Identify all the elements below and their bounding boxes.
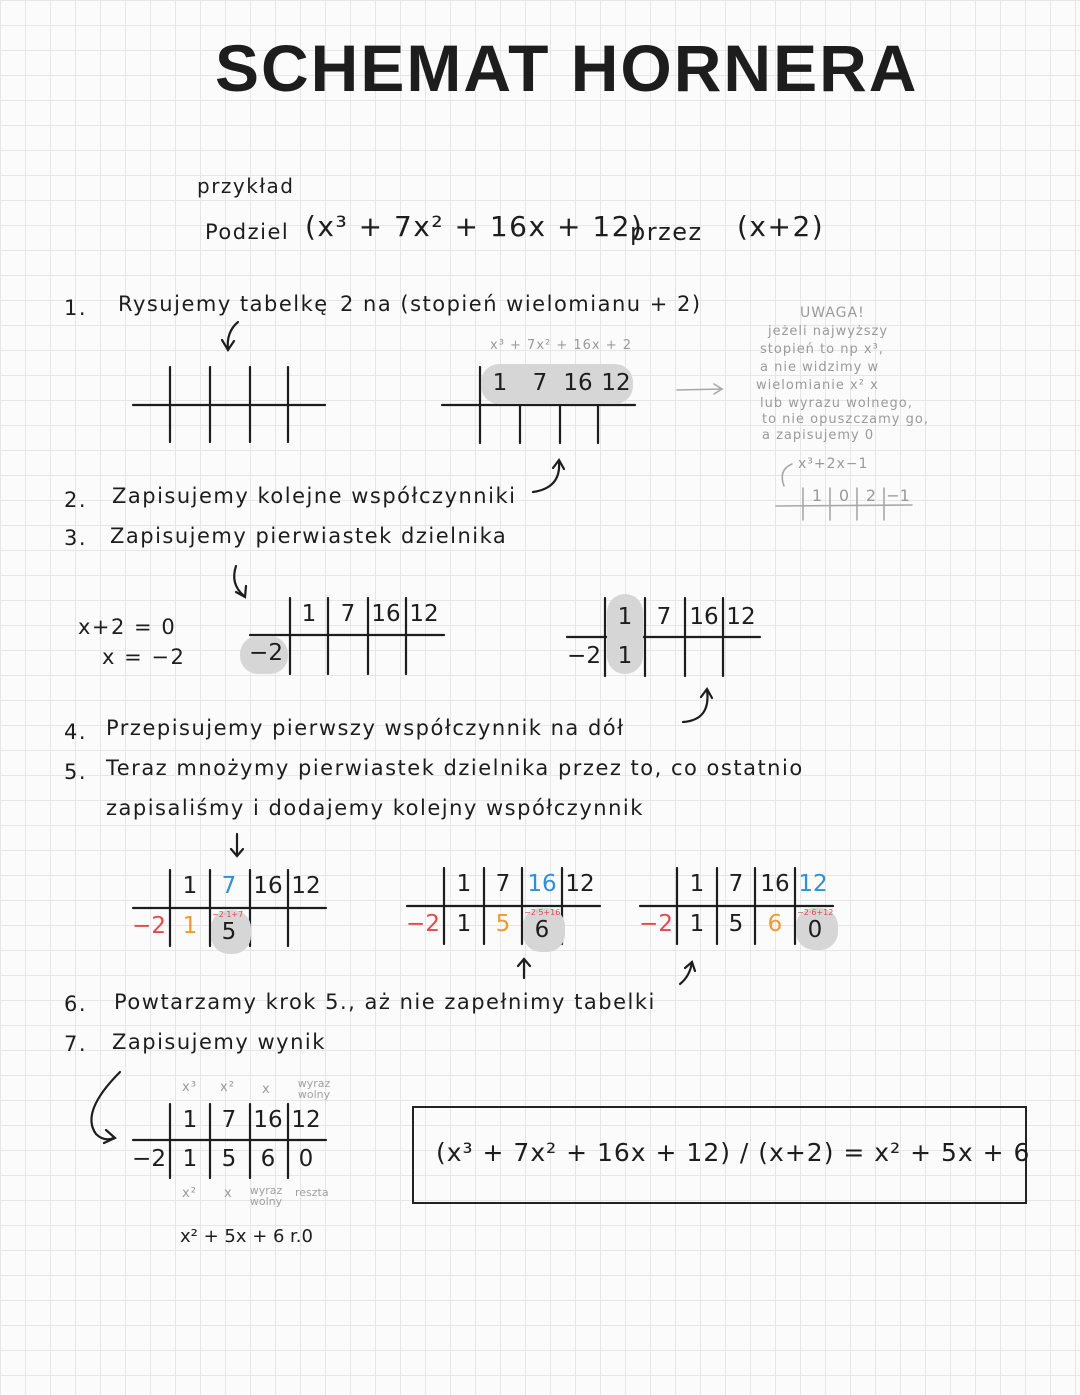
example-prefix: Podziel bbox=[205, 220, 290, 244]
root-cell: −2 bbox=[406, 911, 440, 937]
result-cell: 1 bbox=[182, 1146, 198, 1172]
note-line: to nie opuszczamy go, bbox=[762, 412, 929, 427]
power-label: wyraz wolny bbox=[249, 1184, 283, 1208]
coef-cell: 7 bbox=[532, 370, 548, 396]
power-label: x bbox=[262, 1082, 271, 1097]
power-label: x³ bbox=[182, 1080, 197, 1095]
step-4-number: 4. bbox=[64, 720, 88, 744]
example-przez: przez bbox=[630, 218, 703, 246]
coef-cell: 12 bbox=[601, 370, 631, 396]
power-label: reszta bbox=[295, 1186, 329, 1199]
power-label: x² bbox=[220, 1080, 235, 1095]
result-cell: 6 bbox=[534, 917, 550, 943]
root-cell: −2 bbox=[249, 640, 283, 666]
note-coef: 0 bbox=[838, 486, 850, 505]
step-2-number: 2. bbox=[64, 488, 88, 512]
root-cell: −2 bbox=[132, 1146, 166, 1172]
coef-cell: 16 bbox=[527, 871, 557, 897]
root-equation: x+2 = 0 bbox=[78, 615, 177, 639]
example-divisor: (x+2) bbox=[737, 210, 825, 243]
result-cell: 1 bbox=[182, 913, 198, 939]
result-cell: 6 bbox=[260, 1146, 276, 1172]
note-coef: 2 bbox=[865, 486, 877, 505]
step-5-number: 5. bbox=[64, 760, 88, 784]
coef-cell: 1 bbox=[456, 871, 472, 897]
note-coef: 1 bbox=[811, 486, 823, 505]
result-cell: 0 bbox=[298, 1146, 314, 1172]
coef-cell: 12 bbox=[565, 871, 595, 897]
note-title: UWAGA! bbox=[800, 305, 865, 321]
result-cell: 5 bbox=[221, 919, 237, 945]
coef-cell: 12 bbox=[291, 873, 321, 899]
step-4-text: Przepisujemy pierwszy współczynnik na dół bbox=[106, 716, 625, 740]
final-remainder: r.0 bbox=[290, 1226, 313, 1247]
note-example-poly: x³+2x−1 bbox=[798, 456, 869, 472]
coef-cell: 1 bbox=[182, 873, 198, 899]
coef-cell: 12 bbox=[409, 601, 439, 627]
coef-cell: 16 bbox=[253, 1107, 283, 1133]
coef-cell: 16 bbox=[253, 873, 283, 899]
note-line: a zapisujemy 0 bbox=[762, 428, 875, 443]
coef-cell: 16 bbox=[760, 871, 790, 897]
coef-cell: 12 bbox=[291, 1107, 321, 1133]
example-polynomial: (x³ + 7x² + 16x + 12) bbox=[305, 210, 644, 243]
step-2-text: Zapisujemy kolejne współczynniki bbox=[112, 484, 517, 508]
power-label: x² bbox=[182, 1186, 197, 1201]
result-cell: 1 bbox=[617, 643, 633, 669]
note-line: wielomianie x² x bbox=[756, 378, 879, 393]
result-cell: 6 bbox=[767, 911, 783, 937]
root-equation: x = −2 bbox=[102, 645, 186, 669]
final-result: x² + 5x + 6 bbox=[180, 1226, 285, 1247]
coef-cell: 1 bbox=[689, 871, 705, 897]
step-7-text: Zapisujemy wynik bbox=[112, 1030, 326, 1054]
root-cell: −2 bbox=[132, 913, 166, 939]
note-line: stopień to np x³, bbox=[760, 342, 884, 357]
result-cell: 0 bbox=[807, 917, 823, 943]
coef-cell: 1 bbox=[492, 370, 508, 396]
result-cell: 5 bbox=[221, 1146, 237, 1172]
step-3-text: Zapisujemy pierwiastek dzielnika bbox=[110, 524, 508, 548]
step-1-number: 1. bbox=[64, 296, 88, 320]
calc-note: −2·6+12 bbox=[797, 908, 834, 917]
note-line: lub wyrazu wolnego, bbox=[760, 396, 913, 411]
coef-cell: 12 bbox=[798, 871, 828, 897]
coef-cell: 1 bbox=[617, 604, 633, 630]
step-5-text: Teraz mnożymy pierwiastek dzielnika przez to, co ostatnio bbox=[106, 756, 804, 780]
coef-cell: 16 bbox=[689, 604, 719, 630]
coef-cell: 7 bbox=[221, 873, 237, 899]
note-coef: −1 bbox=[886, 486, 910, 505]
coef-cell: 1 bbox=[301, 601, 317, 627]
note-line: a nie widzimy w bbox=[760, 360, 880, 375]
page-title: SCHEMAT HORNERA bbox=[215, 31, 919, 105]
step-6-text: Powtarzamy krok 5., aż nie zapełnimy tabelki bbox=[114, 990, 656, 1014]
step-6-number: 6. bbox=[64, 992, 88, 1016]
example-label: przykład bbox=[197, 174, 295, 198]
root-cell: −2 bbox=[567, 643, 601, 669]
result-cell: 5 bbox=[495, 911, 511, 937]
coef-cell: 7 bbox=[495, 871, 511, 897]
root-cell: −2 bbox=[639, 911, 673, 937]
coef-cell: 16 bbox=[563, 370, 593, 396]
result-cell: 1 bbox=[456, 911, 472, 937]
coef-header: x³ + 7x² + 16x + 2 bbox=[490, 338, 633, 353]
calc-note: −2·5+16 bbox=[524, 908, 561, 917]
step-5-text: zapisaliśmy i dodajemy kolejny współczynnik bbox=[106, 796, 644, 820]
coef-cell: 7 bbox=[728, 871, 744, 897]
result-cell: 1 bbox=[689, 911, 705, 937]
calc-note: −2·1+7 bbox=[212, 910, 244, 919]
step-1-text: Rysujemy tabelkę bbox=[118, 292, 329, 316]
coef-cell: 16 bbox=[371, 601, 401, 627]
step-7-number: 7. bbox=[64, 1032, 88, 1056]
step-3-number: 3. bbox=[64, 526, 88, 550]
power-label: x bbox=[224, 1186, 233, 1201]
result-cell: 5 bbox=[728, 911, 744, 937]
power-label: wyraz wolny bbox=[297, 1077, 331, 1101]
note-line: jeżeli najwyższy bbox=[768, 324, 889, 339]
coef-cell: 7 bbox=[221, 1107, 237, 1133]
result-equation: (x³ + 7x² + 16x + 12) / (x+2) = x² + 5x + 6 bbox=[436, 1138, 1031, 1167]
coef-cell: 12 bbox=[726, 604, 756, 630]
step-1-size: 2 na (stopień wielomianu + 2) bbox=[340, 292, 702, 316]
coef-cell: 1 bbox=[182, 1107, 198, 1133]
coef-cell: 7 bbox=[656, 604, 672, 630]
coef-cell: 7 bbox=[340, 601, 356, 627]
